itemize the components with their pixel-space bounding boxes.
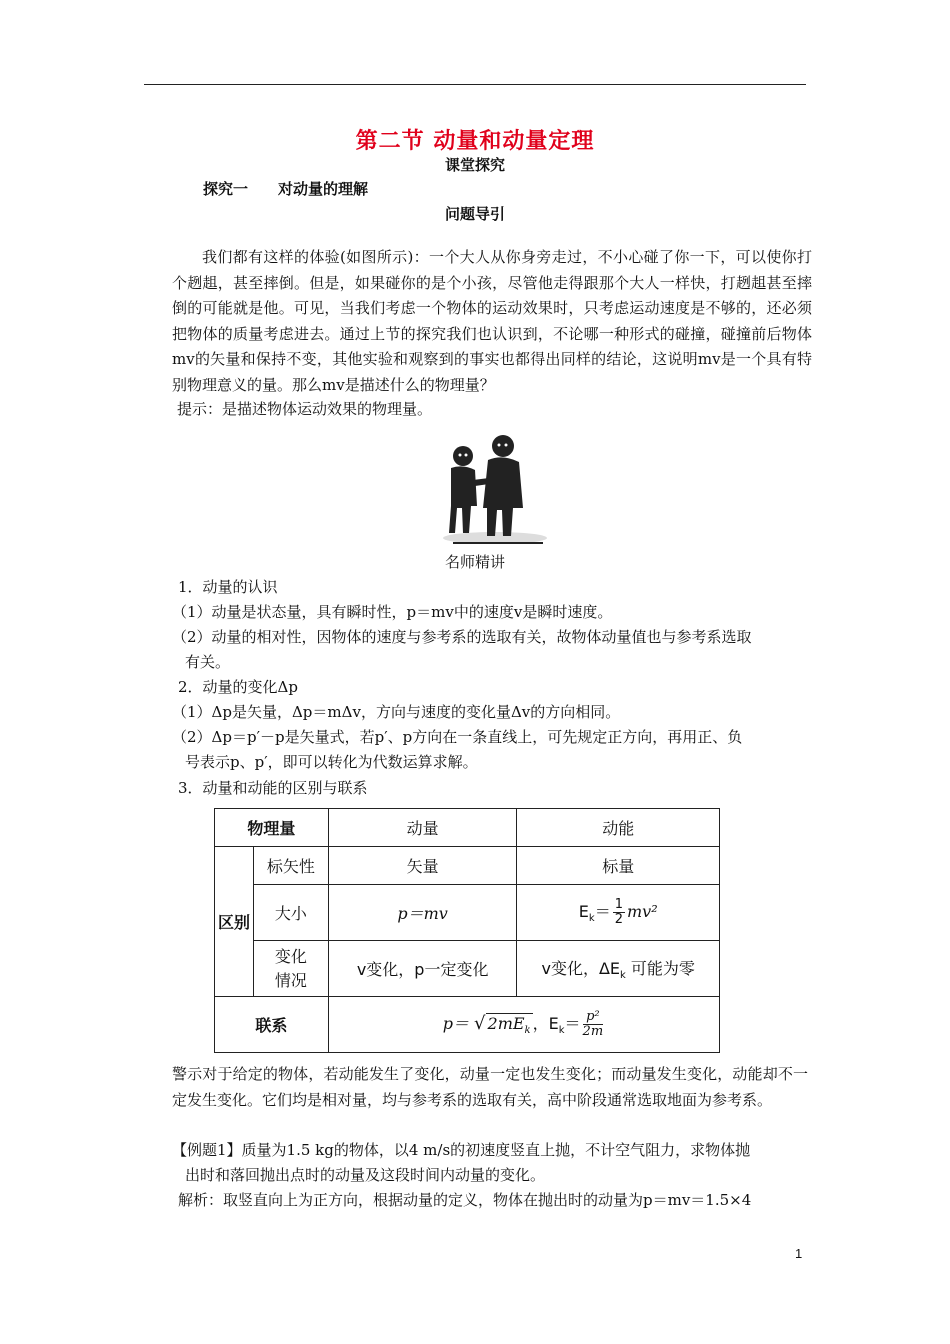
relation-fraction (583, 1010, 604, 1039)
comma-ek: ，E (532, 1014, 559, 1033)
ek-subscript: k (558, 1025, 565, 1037)
comparison-table (214, 808, 720, 1053)
figure-caption: 名师精讲 (444, 553, 505, 571)
sqrt-subscript: k (524, 1025, 531, 1037)
page-title: 第二节 动量和动量定理 (355, 128, 595, 154)
point-2b-line2: 号表示p、p′，即可以转化为代数运算求解。 (185, 753, 478, 771)
fraction-denominator: 2 (614, 912, 623, 927)
row-kinetic-change (517, 941, 720, 997)
hint-text: 提示：是描述物体运动效果的物理量。 (177, 400, 433, 418)
sqrt-content (486, 1013, 533, 1036)
header-kinetic: 动能 (517, 809, 720, 847)
explore-topic: 对动量的理解 (278, 180, 369, 198)
header-quantity: 物理量 (215, 809, 329, 847)
relation-label: 联系 (215, 997, 329, 1053)
intro-paragraph: 我们都有这样的体验(如图所示)：一个大人从你身旁走过，不小心碰了你一下，可以使你打个趔趄，甚至摔倒。但是，如果碰你的是个小孩，尽管他走得跟那个大人一样快，打趔趄甚至摔倒的可能就是他。可见，当我们考虑一个物体的运动效果时，只考虑运动速度是不够的，还必须把物体的质量考虑进去。通过上节的探究我们也认识到，不论哪一种形式的碰撞，碰撞前后物体mv的矢量和保持不变，其他实验和观察到的事实也都得出同样的结论，这说明mv是一个具有特别物理意义的量。那么mv是描述什么的物理量？ (172, 248, 812, 394)
row-momentum: v变化，p一定变化 (328, 941, 517, 997)
sqrt-body: 2mE (487, 1014, 525, 1033)
header-rule (144, 84, 806, 85)
table-header-row (215, 809, 720, 847)
row-momentum: p＝mv (328, 885, 517, 941)
point-1b-line2: 有关。 (185, 653, 231, 671)
relation-formula (328, 997, 719, 1053)
example-line1: 【例题1】质量为1.5 kg的物体，以4 m/s的初速度竖直上抛，不计空气阻力，求物体抛 (172, 1141, 751, 1159)
mv-squared: mv² (627, 902, 658, 921)
explore-label: 探究一 (203, 180, 249, 198)
group-label: 区别 (215, 847, 254, 997)
row-label: 标矢性 (253, 847, 328, 885)
warning-paragraph: 警示对于给定的物体，若动能发生了变化，动量一定也发生变化；而动量发生变化，动能却不一定发生变化。它们均是相对量，均与参考系的选取有关，高中阶段通常选取地面为参考系。 (172, 1065, 808, 1109)
kinetic-change-text: v变化，ΔE (541, 958, 621, 978)
table-relation-row (215, 997, 720, 1053)
fraction-numerator: p² (583, 1010, 604, 1025)
people-illustration (433, 428, 553, 546)
point-1a: （1）动量是状态量，具有瞬时性，p＝mv中的速度v是瞬时速度。 (172, 603, 613, 621)
p-equals: p＝ (442, 1014, 469, 1033)
example-line2: 出时和落回抛出点时的动量及这段时间内动量的变化。 (185, 1166, 546, 1184)
table-row (215, 941, 720, 997)
section-subtitle: 课堂探究 (444, 156, 505, 174)
guide-heading: 问题导引 (444, 205, 505, 223)
table-row (215, 847, 720, 885)
page-number: 1 (795, 1246, 803, 1261)
kinetic-change-tail: 可能为零 (625, 958, 695, 978)
row-kinetic: 标量 (517, 847, 720, 885)
fraction-numerator: 1 (614, 897, 623, 912)
table-row (215, 885, 720, 941)
ek-subscript: k (620, 970, 626, 982)
half-fraction (613, 898, 625, 927)
ek-subscript: k (588, 913, 595, 925)
ek-symbol: E (578, 902, 589, 921)
point-2b-line1: （2）Δp＝p′－p是矢量式，若p′、p方向在一条直线上，可先规定正方向，再用正、负 (172, 728, 743, 746)
equals-sign: ＝ (564, 1014, 581, 1033)
row-kinetic-formula (517, 885, 720, 941)
point-2a: （1）Δp是矢量，Δp＝mΔv，方向与速度的变化量Δv的方向相同。 (172, 703, 621, 721)
sqrt-sign: √ (474, 1013, 486, 1034)
point-1b-line1: （2）动量的相对性，因物体的速度与参考系的选取有关，故物体动量值也与参考系选取 (172, 628, 752, 646)
equals-sign: ＝ (594, 902, 611, 921)
point-2-title: 2．动量的变化Δp (178, 678, 298, 696)
row-label: 大小 (253, 885, 328, 941)
header-momentum: 动量 (328, 809, 517, 847)
fraction-denominator: 2m (582, 1024, 604, 1039)
example-solution: 解析：取竖直向上为正方向，根据动量的定义，物体在抛出时的动量为p＝mv＝1.5×4 (178, 1191, 752, 1209)
point-3-title: 3．动量和动能的区别与联系 (178, 779, 368, 797)
point-1-title: 1．动量的认识 (178, 578, 278, 596)
row-momentum: 矢量 (328, 847, 517, 885)
explore-heading (203, 178, 368, 199)
row-label: 变化情况 (253, 941, 328, 997)
